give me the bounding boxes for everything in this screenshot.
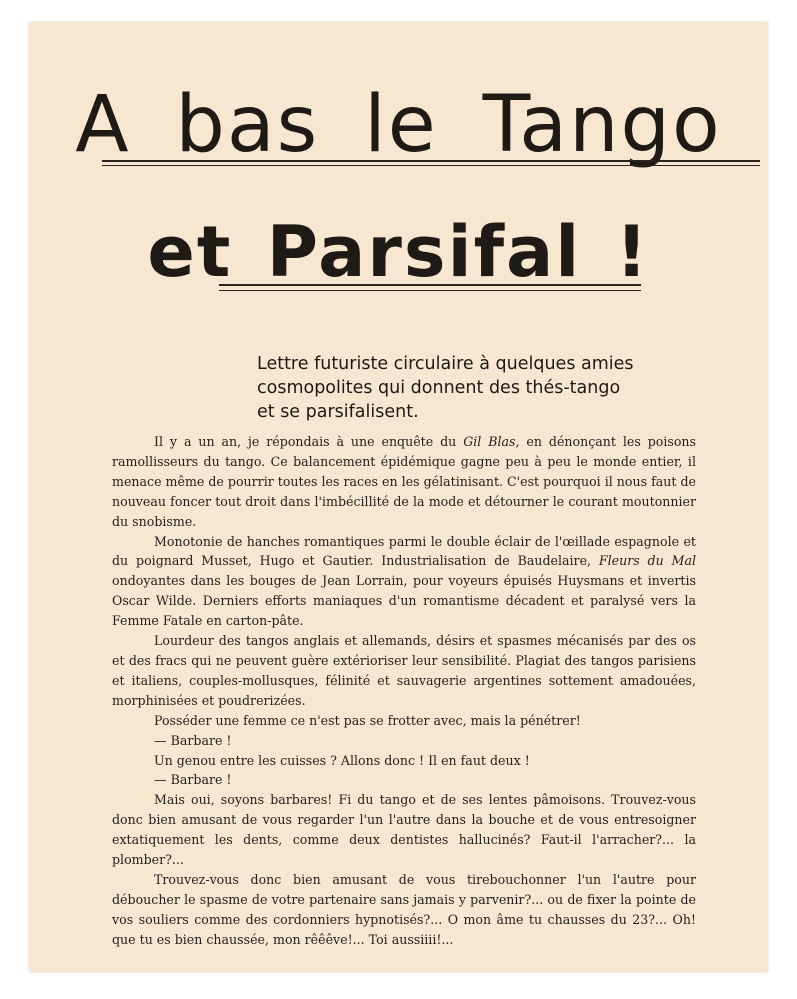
title-line-1: A bas le Tango <box>75 80 722 170</box>
title-rule-top-thin <box>102 165 760 166</box>
title-rule-bottom <box>219 284 641 286</box>
paragraph-7: — Barbare ! <box>154 772 232 788</box>
paragraph-9: Trouvez-vous donc bien amusant de vous tirebouchonner l'un l'autre pour déboucher le spasme de votre partenaire sans jamais y parvenir?... ou de fixer la pointe de vos souliers comme des cordonniers hypnotisés?... O mon âme tu chausses du 23?... Oh! que tu es bien chaussée, mon rêêêve!... Toi aussiiii!... <box>112 871 696 947</box>
paragraph-3: Lourdeur des tangos anglais et allemands, désirs et spasmes mécanisés par des os et des fracs qui ne peuvent guère extérioriser leur sensibilité. Plagiat des tangos parisiens et italiens, couples-mollusques, félinité et sauvagerie argentines sottement amadouées, morphinisées et poudrerizées. <box>112 633 696 708</box>
paragraph-5: — Barbare ! <box>154 732 232 748</box>
paragraph-4: Posséder une femme ce n'est pas se frotter avec, mais la pénétrer! <box>154 712 581 728</box>
paragraph-8: Mais oui, soyons barbares! Fi du tango et de ses lentes pâmoisons. Trouvez-vous donc bien amusant de vous regarder l'un l'autre dans la bouche et de vous entresoigner extatiquement les dents, comme deux dentistes hallucinés? Faut-il l'arracher?... la plomber?... <box>112 792 696 868</box>
title-rule-bottom-thin <box>219 290 641 291</box>
title-rule-top <box>102 160 760 162</box>
paragraph-2 <box>112 532 696 632</box>
paragraph-1-text-a: Il y a un an, je répondais à une enquête du <box>154 434 464 449</box>
paragraph-1 <box>112 432 696 532</box>
letter-body <box>112 432 696 950</box>
paragraph-2-text-a: Monotonie de hanches romantiques parmi le double éclair de l'œillade espagnole et du poignard Musset, Hugo et Gautier. Industrialisation de Baudelaire, <box>112 533 696 569</box>
subtitle: Lettre futuriste circulaire à quelques amies cosmopolites qui donnent des thés-tango et se parsifalisent. <box>257 354 634 422</box>
paragraph-2-text-b: ondoyantes dans les bouges de Jean Lorrain, pour voyeurs épuisés Huysmans et invertis Oscar Wilde. Derniers efforts maniaques d'un romantisme décadent et paralysé vers la Femme Fatale en carton-pâte. <box>112 573 696 629</box>
paragraph-6: Un genou entre les cuisses ? Allons donc ! Il en faut deux ! <box>154 752 530 768</box>
fleurs-du-mal-title: Fleurs du Mal <box>598 553 696 569</box>
title-line-2: et Parsifal ! <box>147 211 650 293</box>
paragraph-1-text-b: en dénonçant les poisons ramollisseurs du tango. Ce balancement épidémique gagne peu à peu le monde entier, il menace même de pourrir toutes les races en les gélatinisant. C'est pourquoi il nous faut de nouveau foncer tout droit dans l'imbécillité de la mode et détourner le courant moutonnier du snobisme. <box>112 434 696 529</box>
gil-blas-title: Gil Blas, <box>463 434 520 449</box>
